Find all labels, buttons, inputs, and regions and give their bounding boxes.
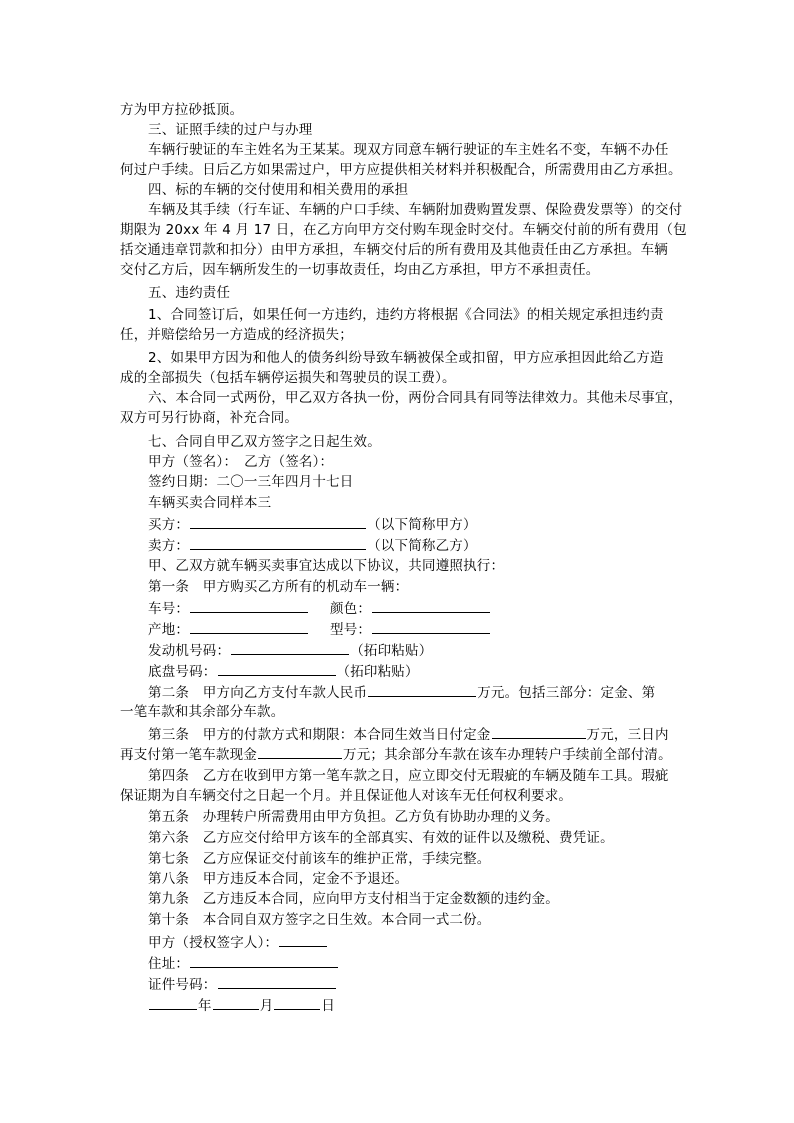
day-label: 日: [321, 998, 336, 1014]
seller-blank: [190, 535, 366, 550]
color-blank: [372, 598, 490, 613]
price-blank: [368, 682, 476, 697]
article-3-line-1: [148, 724, 669, 744]
seller-suffix: （以下简称乙方）: [367, 538, 477, 554]
signing-date: 签约日期：二〇一三年四月十七日: [148, 474, 354, 490]
text-line: 括交通违章罚款和扣分）由甲方承担，车辆交付后的所有费用及其他责任由乙方承担。车辆: [120, 242, 668, 258]
text-line: 方为甲方拉砂抵顶。: [120, 102, 244, 118]
article-6: 第六条 乙方应交付给甲方该车的全部真实、有效的证件以及缴税、费凭证。: [148, 830, 614, 846]
auth-blank: [279, 932, 327, 947]
plate-label: 车号：: [148, 601, 190, 617]
article-2-line-1: [148, 682, 655, 702]
seller-label: 卖方：: [148, 538, 190, 554]
article-9: 第九条 乙方违反本合同，应向甲方支付相当于定金数额的违约金。: [148, 891, 559, 907]
article-10: 第十条 本合同自双方签字之日生效。本合同一式二份。: [148, 912, 491, 928]
section-heading-3: 三、证照手续的过户与办理: [148, 122, 313, 138]
id-label: 证件号码：: [148, 977, 217, 993]
auth-label: 甲方（授权签字人）：: [148, 935, 279, 951]
buyer-suffix: （以下简称甲方）: [367, 517, 477, 533]
contract-title: 车辆买卖合同样本三: [148, 495, 272, 511]
date-line: [148, 995, 335, 1015]
chassis-blank: [218, 661, 336, 676]
first-payment-blank: [258, 744, 342, 759]
text-line: 双方可另行协商，补充合同。: [120, 410, 299, 426]
agreement-intro: 甲、乙双方就车辆买卖事宜达成以下协议，共同遵照执行：: [148, 558, 505, 574]
section-heading-7: 七、合同自甲乙双方签字之日起生效。: [148, 434, 381, 450]
article-2-text-cont: 万元。包括三部分：定金、第: [477, 685, 656, 701]
model-blank: [372, 619, 490, 634]
text-line: 1、合同签订后，如果任何一方违约，违约方将根据《合同法》的相关规定承担违约责: [148, 307, 664, 323]
article-3-line-2: [120, 744, 672, 764]
article-8: 第八条 甲方违反本合同，定金不予退还。: [148, 871, 409, 887]
addr-blank: [190, 953, 338, 968]
article-7: 第七条 乙方应保证交付前该车的维护正常，手续完整。: [148, 851, 491, 867]
article-2-text: 第二条 甲方向乙方支付车款人民币: [148, 685, 368, 701]
text-line: 期限为 20xx 年 4 月 17 日，在乙方向甲方交付购车现金时交付。车辆交付前的所有费用（包: [120, 222, 687, 238]
plate-line: [148, 598, 309, 618]
signature-line: 甲方（签名）： 乙方（签名）：: [148, 454, 334, 470]
text-line: 一笔车款和其余部分车款。: [120, 704, 285, 720]
text-line: 交付乙方后，因车辆所发生的一切事故责任，均由乙方承担，甲方不承担责任。: [120, 262, 600, 278]
engine-blank: [231, 640, 349, 655]
model-line: [330, 619, 491, 639]
month-blank: [213, 995, 259, 1010]
section-heading-4: 四、标的车辆的交付使用和相关费用的承担: [148, 182, 409, 198]
origin-line: [148, 619, 309, 639]
chassis-suffix: （拓印粘贴）: [336, 664, 419, 680]
color-label: 颜色：: [330, 601, 372, 617]
article-3-text-cont: 万元，三日内: [586, 727, 669, 743]
text-line: 车辆行驶证的车主姓名为王某某。现双方同意车辆行驶证的车主姓名不变，车辆不办任: [148, 142, 669, 158]
article-5: 第五条 办理转户所需费用由甲方负担。乙方负有协助办理的义务。: [148, 809, 559, 825]
article-3-text: 第三条 甲方的付款方式和期限：本合同生效当日付定金: [148, 727, 491, 743]
text-line: 2、如果甲方因为和他人的债务纠纷导致车辆被保全或扣留，甲方应承担因此给乙方造: [148, 350, 664, 366]
article-4-line-1: 第四条 乙方在收到甲方第一笔车款之日，应立即交付无瑕疵的车辆及随车工具。瑕疵: [148, 768, 669, 784]
authorized-signer-line: [148, 932, 328, 952]
section-heading-5: 五、违约责任: [148, 285, 231, 301]
buyer-blank: [190, 514, 366, 529]
text-line: 成的全部损失（包括车辆停运损失和驾驶员的误工费）。: [120, 370, 456, 386]
text-line: 任，并赔偿给另一方造成的经济损失；: [120, 327, 353, 343]
seller-line: [148, 535, 477, 555]
address-line: [148, 953, 339, 973]
addr-label: 住址：: [148, 956, 190, 972]
id-number-line: [148, 974, 337, 994]
engine-suffix: （拓印粘贴）: [350, 643, 433, 659]
year-label: 年: [198, 998, 212, 1014]
day-blank: [274, 995, 320, 1010]
article-3-text-2: 再支付第一笔车款现金: [120, 747, 257, 763]
year-blank: [149, 995, 197, 1010]
model-label: 型号：: [330, 622, 372, 638]
text-line: 六、本合同一式两份，甲乙双方各执一份，两份合同具有同等法律效力。其他未尽事宜，: [148, 390, 683, 406]
text-line: 何过户手续。日后乙方如果需过户，甲方应提供相关材料并积极配合，所需费用由乙方承担。: [120, 162, 682, 178]
chassis-number-line: [148, 661, 419, 681]
article-1: 第一条 甲方购买乙方所有的机动车一辆：: [148, 579, 409, 595]
buyer-label: 买方：: [148, 517, 190, 533]
text-line: 车辆及其手续（行车证、车辆的户口手续、车辆附加费购置发票、保险费发票等）的交付: [148, 202, 683, 218]
engine-number-line: [148, 640, 432, 660]
origin-label: 产地：: [148, 622, 190, 638]
chassis-label: 底盘号码：: [148, 664, 217, 680]
article-3-text-2-cont: 万元；其余部分车款在该车办理转户手续前全部付清。: [343, 747, 672, 763]
id-blank: [218, 974, 336, 989]
color-line: [330, 598, 491, 618]
plate-blank: [190, 598, 308, 613]
buyer-line: [148, 514, 477, 534]
text-line: 保证期为自车辆交付之日起一个月。并且保证他人对该车无任何权利要求。: [120, 788, 573, 804]
month-label: 月: [259, 998, 274, 1014]
origin-blank: [190, 619, 308, 634]
engine-label: 发动机号码：: [148, 643, 231, 659]
deposit-blank: [492, 724, 586, 739]
